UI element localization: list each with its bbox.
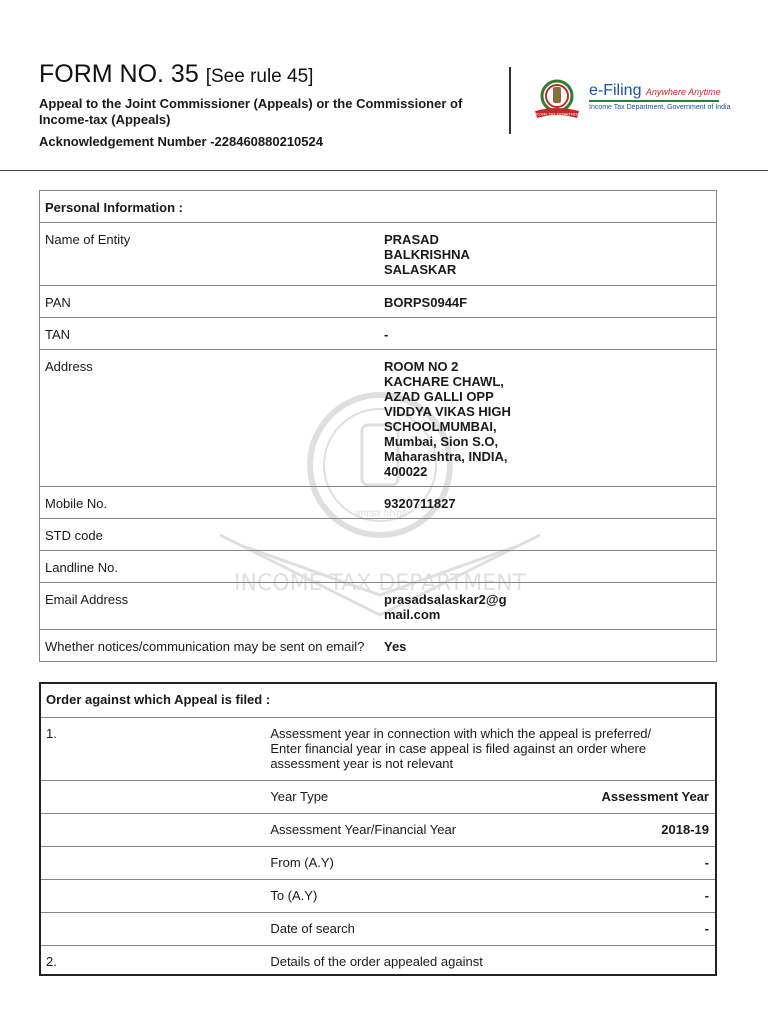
landline-value — [378, 551, 717, 583]
table-row — [40, 780, 716, 813]
order-heading: Order against which Appeal is filed : — [40, 683, 716, 717]
row-spacer — [40, 879, 265, 912]
name-of-entity-label: Name of Entity — [40, 223, 379, 286]
table-row — [40, 945, 716, 975]
efiling-logo — [531, 78, 731, 120]
svg-text:आयकर विभाग: आयकर विभाग — [352, 509, 408, 520]
table-row — [40, 912, 716, 945]
item-1-number: 1. — [40, 717, 265, 780]
to-ay-value: - — [491, 879, 716, 912]
year-type-value: Assessment Year — [491, 780, 716, 813]
item-2-number: 2. — [40, 945, 265, 975]
table-row — [40, 717, 716, 780]
row-spacer — [40, 813, 265, 846]
name-of-entity-value — [378, 223, 717, 286]
efiling-brand — [589, 82, 721, 100]
email-consent-value: Yes — [378, 630, 717, 662]
table-row — [40, 879, 716, 912]
efiling-tagline: Anywhere Anytime — [645, 87, 721, 97]
tan-label: TAN — [40, 318, 379, 350]
order-heading-row — [40, 683, 716, 717]
date-of-search-value: - — [491, 912, 716, 945]
table-row — [40, 583, 717, 630]
address-label: Address — [40, 350, 379, 487]
std-code-value — [378, 519, 717, 551]
name-of-entity-text: PRASAD BALKRISHNA SALASKAR — [384, 232, 470, 277]
department-name: Income Tax Department, Government of India — [589, 104, 731, 111]
assessment-year-value: 2018-19 — [491, 813, 716, 846]
from-ay-value: - — [491, 846, 716, 879]
table-row — [40, 350, 717, 487]
efiling-brand-name: e-Filing — [589, 82, 642, 99]
row-spacer — [40, 912, 265, 945]
form-header — [0, 0, 768, 171]
to-ay-label: To (A.Y) — [265, 879, 490, 912]
personal-info-heading: Personal Information : — [40, 191, 717, 223]
table-row — [40, 487, 717, 519]
email-value — [378, 583, 717, 630]
row-spacer — [40, 780, 265, 813]
header-divider — [509, 67, 511, 134]
emblem-icon — [531, 78, 583, 120]
table-row — [40, 813, 716, 846]
address-value — [378, 350, 717, 487]
table-row — [40, 846, 716, 879]
from-ay-label: From (A.Y) — [265, 846, 490, 879]
table-row — [40, 286, 717, 318]
acknowledgement-number: Acknowledgement Number -228460880210524 — [39, 134, 323, 149]
personal-info-heading-row — [40, 191, 717, 223]
address-text: ROOM NO 2 KACHARE CHAWL, AZAD GALLI OPP VIDDYA VIKAS HIGH SCHOOLMUMBAI, Mumbai, Sion S.O, Maharashtra, INDIA, 400022 — [384, 359, 511, 479]
item-1-description: Assessment year in connection with which the appeal is preferred/ Enter financial year in case appeal is filed against an order where assessment year is not relevant — [270, 725, 652, 771]
pan-value: BORPS0944F — [378, 286, 717, 318]
item-2-text: Details of the order appealed against — [265, 945, 716, 975]
email-consent-label: Whether notices/communication may be sent on email? — [40, 630, 379, 662]
order-table — [39, 682, 717, 976]
svg-text:INCOME TAX DEPARTMENT: INCOME TAX DEPARTMENT — [234, 571, 526, 596]
tan-value: - — [378, 318, 717, 350]
email-label: Email Address — [40, 583, 379, 630]
pan-label: PAN — [40, 286, 379, 318]
table-row — [40, 223, 717, 286]
table-row — [40, 551, 717, 583]
row-spacer — [40, 846, 265, 879]
personal-info-table — [39, 190, 717, 662]
svg-text:INCOME TAX DEPARTMENT: INCOME TAX DEPARTMENT — [533, 112, 581, 117]
mobile-label: Mobile No. — [40, 487, 379, 519]
std-code-label: STD code — [40, 519, 379, 551]
table-row — [40, 630, 717, 662]
table-row — [40, 519, 717, 551]
date-of-search-label: Date of search — [265, 912, 490, 945]
form-number: FORM NO. 35 — [39, 60, 199, 88]
form-subtitle: Appeal to the Joint Commissioner (Appeals) or the Commissioner of Income-tax (Appeals) — [39, 96, 463, 127]
year-type-label: Year Type — [265, 780, 490, 813]
mobile-value: 9320711827 — [378, 487, 717, 519]
assessment-year-label: Assessment Year/Financial Year — [265, 813, 490, 846]
form-title — [39, 60, 313, 89]
logo-rule — [589, 100, 719, 102]
email-text: prasadsalaskar2@g mail.com — [384, 592, 507, 622]
table-row — [40, 318, 717, 350]
landline-label: Landline No. — [40, 551, 379, 583]
form-rule: [See rule 45] — [205, 66, 314, 87]
item-1-text — [265, 717, 716, 780]
